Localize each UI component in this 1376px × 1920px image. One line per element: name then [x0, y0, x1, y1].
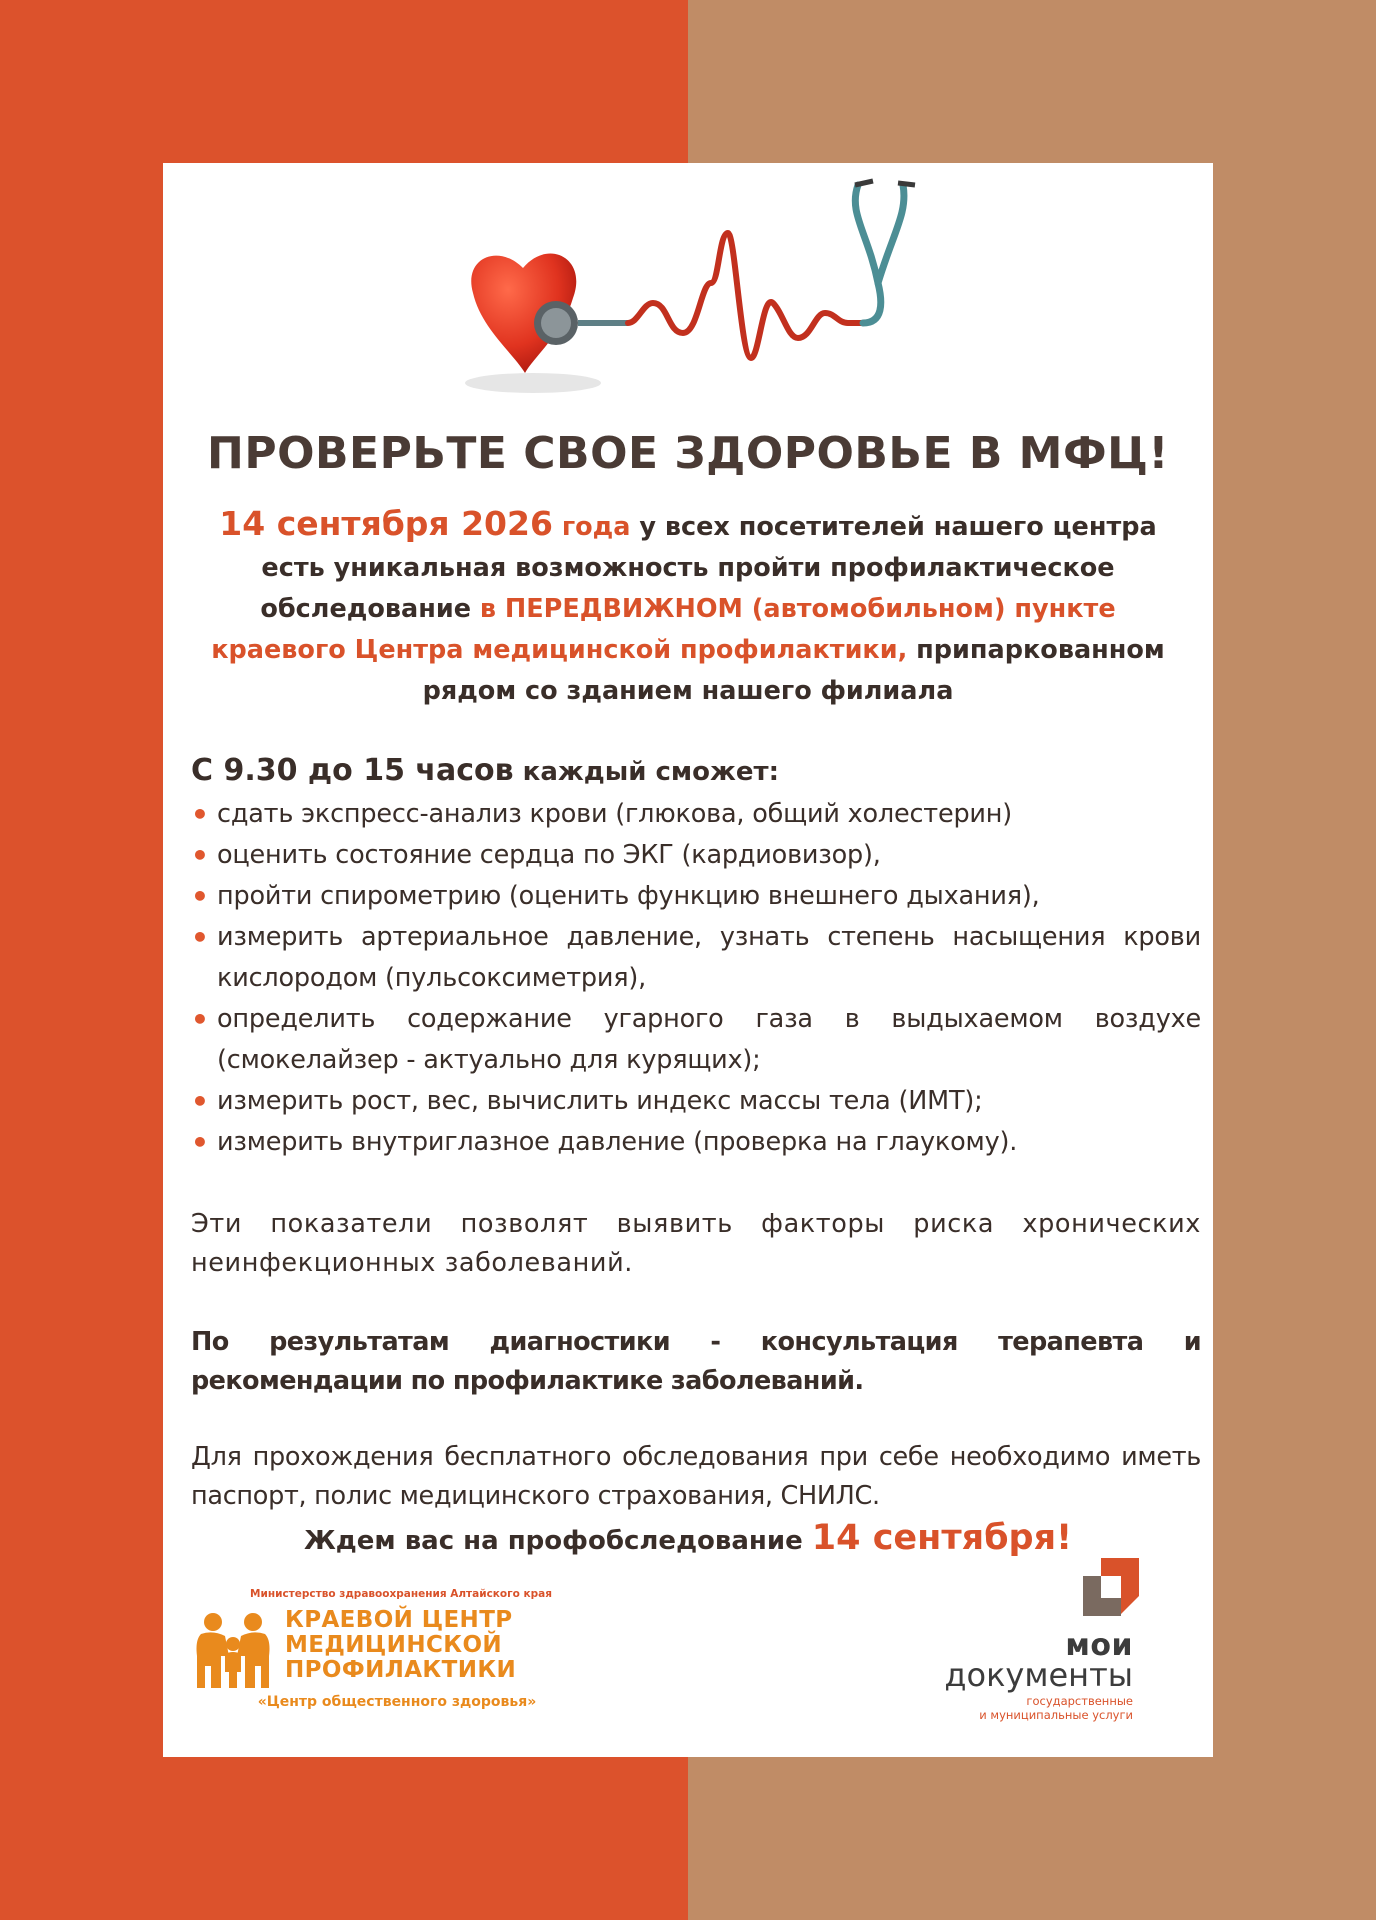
center-name	[285, 1608, 585, 1683]
list-item-text: пройти спирометрию (оценить функцию внешнего дыхания),	[217, 881, 1040, 911]
list-item-text: измерить артериальное давление, узнать степень насыщения крови кислородом (пульсоксиметрия),	[217, 922, 1201, 993]
center-name-line: ПРОФИЛАКТИКИ	[285, 1657, 517, 1683]
heart-stethoscope-icon	[453, 173, 933, 433]
medical-prevention-center-logo	[191, 1588, 591, 1718]
list-item	[191, 794, 1201, 835]
family-icon	[191, 1610, 277, 1690]
list-item	[191, 1081, 1201, 1122]
intro-paragraph	[193, 503, 1183, 712]
poster-title: ПРОВЕРЬТЕ СВОЕ ЗДОРОВЬЕ В МФЦ!	[207, 428, 1169, 479]
ministry-label: Министерство здравоохранения Алтайского края	[250, 1588, 552, 1600]
list-item	[191, 876, 1201, 917]
logo-word-moi: мои	[1065, 1628, 1133, 1663]
poster-card	[163, 163, 1213, 1757]
services-lead	[191, 753, 1201, 788]
bullet-icon: •	[191, 839, 209, 872]
bullet-icon: •	[191, 921, 209, 954]
bullet-icon: •	[191, 798, 209, 831]
intro-text-1: у всех посетителей нашего центра есть уникальная возможность пройти профилактическое обследование	[260, 512, 1157, 624]
list-item	[191, 1122, 1201, 1163]
logo-word-documents: документы	[944, 1656, 1133, 1694]
center-name-line: МЕДИЦИНСКОЙ	[285, 1632, 503, 1658]
center-name-line: КРАЕВОЙ ЦЕНТР	[285, 1607, 513, 1633]
bullet-icon: •	[191, 880, 209, 913]
services-lead-text: каждый сможет:	[513, 757, 780, 787]
results-paragraph: По результатам диагностики - консультация терапевта и рекомендации по профилактике заболеваний.	[191, 1327, 1201, 1396]
services-time: С 9.30 до 15 часов	[191, 753, 514, 788]
bullet-icon: •	[191, 1003, 209, 1036]
moi-dokumenty-icon	[1083, 1558, 1139, 1616]
list-item	[191, 835, 1201, 876]
list-item-text: измерить внутриглазное давление (проверка на глаукому).	[217, 1127, 1018, 1157]
documents-paragraph: Для прохождения бесплатного обследования при себе необходимо иметь паспорт, полис медицинского страхования, СНИЛС.	[191, 1442, 1201, 1511]
services-section	[191, 753, 1201, 1163]
list-item	[191, 999, 1201, 1081]
services-list	[191, 794, 1201, 1163]
closing-date: 14 сентября!	[811, 1518, 1073, 1558]
center-subtitle: «Центр общественного здоровья»	[257, 1694, 537, 1710]
event-date-suffix: года	[552, 512, 631, 542]
list-item-text: сдать экспресс-анализ крови (глюкова, общий холестерин)	[217, 799, 1013, 829]
list-item-text: определить содержание угарного газа в выдыхаемом воздухе (смокелайзер - актуально для курящих);	[217, 1004, 1201, 1075]
bullet-icon: •	[191, 1126, 209, 1159]
intro-text-2: припаркованном рядом со зданием нашего филиала	[422, 635, 1165, 706]
list-item-text: оценить состояние сердца по ЭКГ (кардиовизор),	[217, 840, 881, 870]
risk-paragraph: Эти показатели позволят выявить факторы риска хронических неинфекционных заболеваний.	[191, 1209, 1201, 1278]
intro-accent: в ПЕРЕДВИЖНОМ (автомобильном) пункте краевого Центра медицинской профилактики,	[211, 594, 1116, 665]
moi-dokumenty-logo	[944, 1558, 1173, 1722]
closing-text: Ждем вас на профобследование	[303, 1526, 812, 1556]
logo-tagline-line: государственные	[1026, 1694, 1133, 1708]
list-item	[191, 917, 1201, 999]
logo-tagline	[979, 1694, 1133, 1722]
list-item-text: измерить рост, вес, вычислить индекс массы тела (ИМТ);	[217, 1086, 983, 1116]
event-date: 14 сентября 2026	[219, 504, 553, 543]
logo-tagline-line: и муниципальные услуги	[979, 1708, 1133, 1722]
bullet-icon: •	[191, 1085, 209, 1118]
closing-line	[163, 1518, 1213, 1558]
